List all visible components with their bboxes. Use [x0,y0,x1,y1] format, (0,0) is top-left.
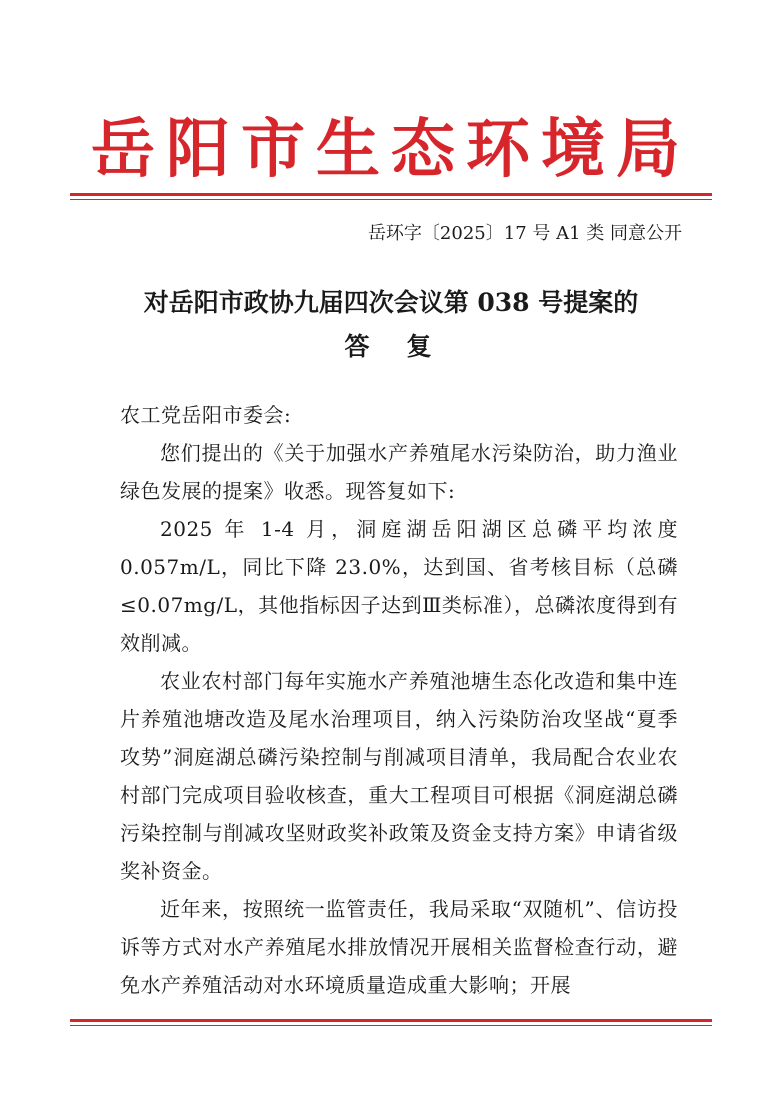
paragraph-water-quality: 2025 年 1-4 月，洞庭湖岳阳湖区总磷平均浓度 0.057m/L，同比下降 23.0%，达到国、省考核目标（总磷≤0.07mg/L，其他指标因子达到Ⅲ类标准），总磷浓度得到有效削减。 [120,517,678,655]
header-rule-thin [70,199,712,200]
footer-rule-thin [70,1025,712,1026]
footer-rule-thick [70,1019,712,1022]
document-number: 岳环字〔2025〕17 号 A1 类 同意公开 [367,223,682,244]
document-title-line-2: 答 复 [344,332,438,361]
salutation: 农工党岳阳市委会: [120,403,292,427]
agency-masthead: 岳阳市生态环境局 [91,112,691,187]
document-body [120,396,678,1004]
paragraph-acknowledgement: 您们提出的《关于加强水产养殖尾水污染防治，助力渔业绿色发展的提案》收悉。现答复如下: [120,441,678,503]
paragraph-agriculture-projects: 农业农村部门每年实施水产养殖池塘生态化改造和集中连片养殖池塘改造及尾水治理项目，纳入污染防治攻坚战“夏季攻势”洞庭湖总磷污染控制与削减项目清单，我局配合农业农村部门完成项目验收核查，重大工程项目可根据《洞庭湖总磷污染控制与削减攻坚财政奖补政策及资金支持方案》申请省级奖补资金。 [120,669,678,883]
header-rule-thick [70,193,712,196]
document-title-line-1: 对岳阳市政协九届四次会议第 038 号提案的 [143,288,639,317]
paragraph-supervision: 近年来，按照统一监管责任，我局采取“双随机”、信访投诉等方式对水产养殖尾水排放情况开展相关监督检查行动，避免水产养殖活动对水环境质量造成重大影响；开展 [120,897,678,997]
